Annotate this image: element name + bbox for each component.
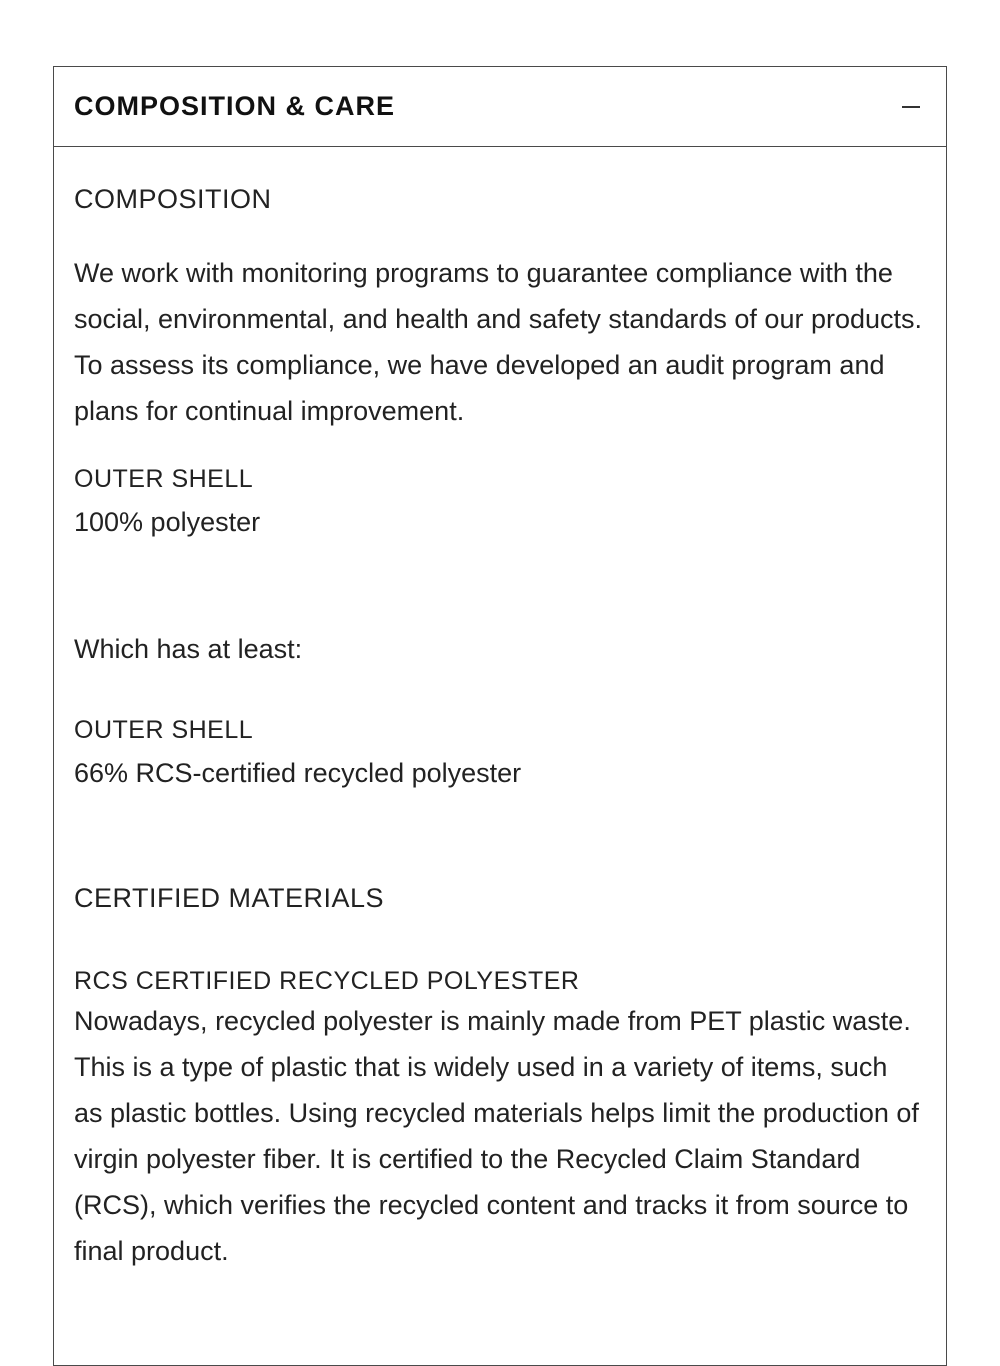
accordion-title: COMPOSITION & CARE xyxy=(74,91,396,121)
outer-shell-label: OUTER SHELL xyxy=(74,465,254,493)
composition-heading: COMPOSITION xyxy=(74,184,272,214)
accordion-body xyxy=(54,184,946,1274)
outer-shell-value: 100% polyester xyxy=(74,507,261,537)
accordion-header[interactable] xyxy=(54,67,946,147)
minus-icon[interactable] xyxy=(902,106,920,108)
certified-material-description: Nowadays, recycled polyester is mainly made from PET plastic waste. This is a type of plastic that is widely used in a variety of items, such as plastic bottles. Using recycled materials helps limit the production of virgin polyester fiber. It is certified to the Recycled Claim Standard (RCS), which verifies the recycled content and tracks it from source to final product. xyxy=(74,1006,919,1266)
composition-care-accordion xyxy=(53,66,947,1366)
at-least-label: Which has at least: xyxy=(74,634,303,664)
certified-material-title: RCS CERTIFIED RECYCLED POLYESTER xyxy=(74,967,580,995)
composition-description: We work with monitoring programs to guarantee compliance with the social, environmental, and health and safety standards of our products. To assess its compliance, we have developed an audit program and plans for continual improvement. xyxy=(74,258,923,426)
outer-shell-recycled-label: OUTER SHELL xyxy=(74,716,254,744)
outer-shell-recycled-value: 66% RCS-certified recycled polyester xyxy=(74,758,522,788)
certified-materials-heading: CERTIFIED MATERIALS xyxy=(74,883,385,913)
